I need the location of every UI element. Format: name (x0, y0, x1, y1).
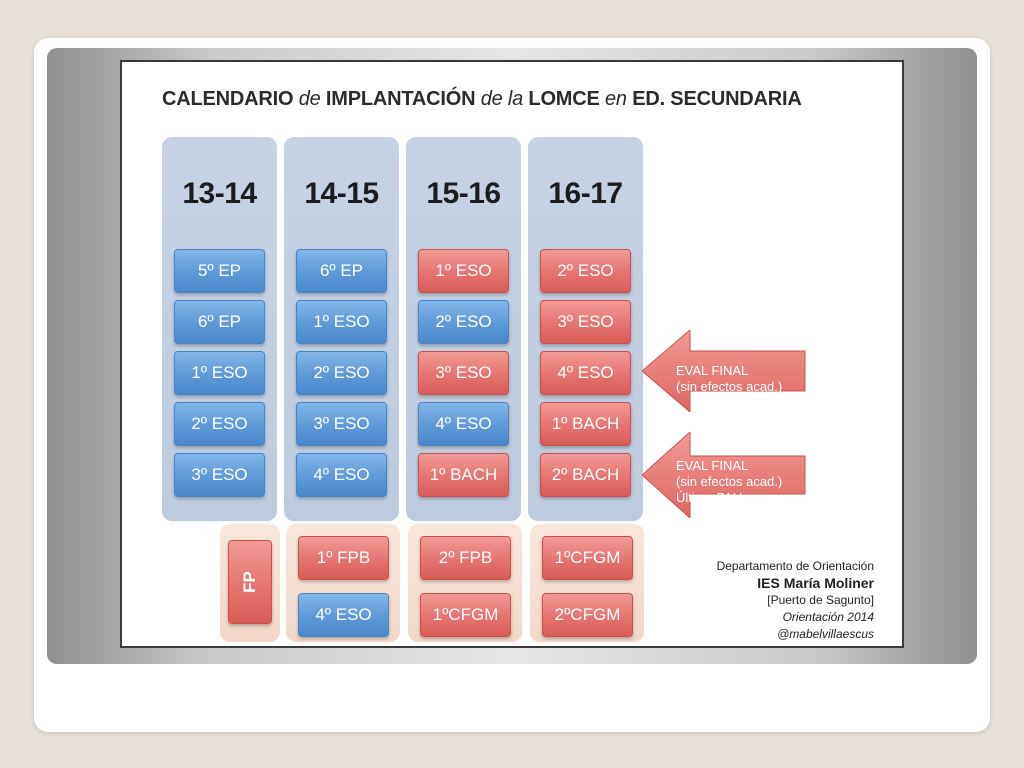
course-box: 3º ESO (174, 453, 265, 497)
course-box: 1º ESO (418, 249, 509, 293)
year-label: 14-15 (304, 177, 379, 210)
fp-panel (530, 524, 644, 642)
course-box: 1º ESO (174, 351, 265, 395)
course-box: 3º ESO (540, 300, 631, 344)
fp-course-box: 1º FPB (298, 536, 389, 580)
year-column (284, 137, 399, 521)
credits-place: [Puerto de Sagunto] (767, 593, 874, 607)
arrow-line: Última PAU (676, 490, 743, 505)
course-box: 5º EP (174, 249, 265, 293)
eval-final-text-1 (676, 363, 782, 395)
course-box: 1º BACH (540, 402, 631, 446)
course-box: 3º ESO (418, 351, 509, 395)
fp-course-box: 1ºCFGM (542, 536, 633, 580)
year-column (406, 137, 521, 521)
eval-final-text-2 (676, 458, 782, 506)
course-box: 2º ESO (418, 300, 509, 344)
course-box: 4º ESO (540, 351, 631, 395)
year-column (162, 137, 277, 521)
course-box: 4º ESO (296, 453, 387, 497)
fp-label (228, 540, 272, 624)
year-label: 15-16 (426, 177, 501, 210)
title-part: de la (480, 88, 529, 110)
title-part: en (605, 88, 633, 110)
title-part: ED. SECUNDARIA (632, 88, 802, 110)
title-part: LOMCE (528, 88, 605, 110)
credits-handle: @mabelvillaescus (777, 627, 874, 641)
year-label: 13-14 (182, 177, 257, 210)
year-column (528, 137, 643, 521)
fp-course-box: 2ºCFGM (542, 593, 633, 637)
credits-department: Departamento de Orientación (716, 559, 874, 573)
course-box: 6º EP (296, 249, 387, 293)
arrow-line: EVAL FINAL (676, 363, 749, 378)
slide (120, 60, 904, 648)
course-box: 2º ESO (296, 351, 387, 395)
title-part: de (298, 88, 326, 110)
credits (717, 558, 874, 643)
fp-label-text: FP (239, 571, 259, 593)
arrow-line: (sin efectos acad.) (676, 379, 783, 394)
course-box: 4º ESO (418, 402, 509, 446)
fp-panel (408, 524, 522, 642)
fp-course-box: 1ºCFGM (420, 593, 511, 637)
course-box: 2º ESO (540, 249, 631, 293)
course-box: 6º EP (174, 300, 265, 344)
title-part: IMPLANTACIÓN (325, 88, 481, 110)
fp-course-box: 2º FPB (420, 536, 511, 580)
course-box: 3º ESO (296, 402, 387, 446)
course-box: 1º ESO (296, 300, 387, 344)
arrow-line: (sin efectos acad.) (676, 474, 783, 489)
course-box: 1º BACH (418, 453, 509, 497)
year-label: 16-17 (548, 177, 623, 210)
fp-panel (286, 524, 400, 642)
title-part: CALENDARIO (162, 88, 299, 110)
credits-school: IES María Moliner (757, 575, 874, 591)
slide-title (162, 88, 882, 111)
fp-course-box: 4º ESO (298, 593, 389, 637)
course-box: 2º BACH (540, 453, 631, 497)
arrow-line: EVAL FINAL (676, 458, 749, 473)
course-box: 2º ESO (174, 402, 265, 446)
credits-year: Orientación 2014 (782, 610, 874, 624)
